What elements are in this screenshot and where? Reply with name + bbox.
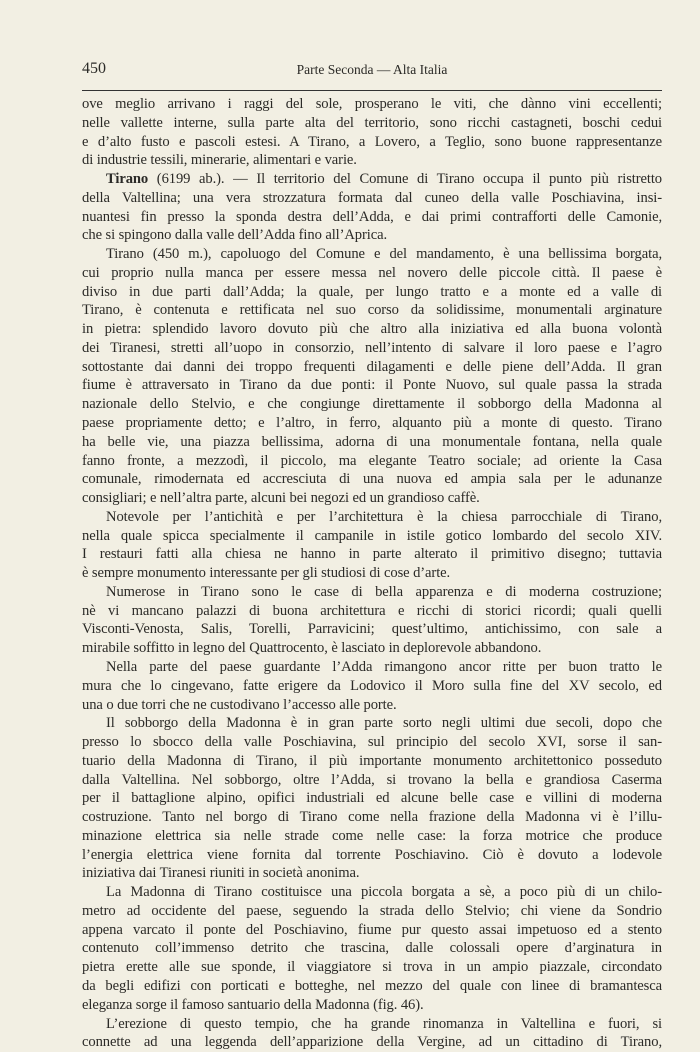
text-line: e d’alto fusto e pascoli estesi. A Tirano, a Lovero, a Teglio, sono buone rappresentanze [82, 133, 662, 150]
text-line: La Madonna di Tirano costituisce una piccola borgata a sè, a poco più di un chilo- [106, 884, 662, 901]
text-line: iniziativa dai Tiranesi riuniti in società anonima. [82, 865, 360, 882]
paragraph [82, 883, 662, 1014]
header-rule [82, 90, 662, 91]
text-line: Nella parte del paese guardante l’Adda rimangono ancor ritte per buon tratto le [106, 658, 662, 675]
text-line [82, 170, 662, 189]
paragraph [82, 1015, 662, 1052]
text-line: dalla Valtellina. Nel sobborgo, oltre l’Adda, si trovano la bella e grandiosa Caserma [82, 771, 662, 788]
page-number: 450 [82, 60, 106, 77]
text-line: consigliari; e nell’altra parte, alcuni bei negozi ed un grandioso caffè. [82, 490, 480, 507]
text-line: una o due torri che ne custodivano l’accesso alle porte. [82, 696, 397, 713]
text-line: metro ad occidente del paese, seguendo la strada dello Stelvio; chi viene da Sondrio [82, 902, 662, 919]
text-line: Notevole per l’antichità e per l’architettura è la chiesa parrocchiale di Tirano, [106, 508, 662, 525]
text-line: presso lo sbocco della valle Poschiavina, sul principio del secolo XVI, sorse il san- [82, 734, 662, 751]
text-line: l’energia elettrica viene fornita dal torrente Poschiavino. Ciò è dovuto a lodevole [82, 846, 662, 863]
text-line: per il battaglione alpino, opifici industriali ed alcune belle case e villini di moderna [82, 790, 662, 807]
text-line: comunale, rimodernata ed accresciuta di una nuova ed ampia sala per le adunanze [82, 471, 662, 488]
paragraph [82, 508, 662, 583]
text-line: Numerose in Tirano sono le case di bella apparenza e di moderna costruzione; [106, 583, 662, 600]
text-line: paese propriamente detto; e l’altro, in ferro, alquanto più a monte di questo. Tirano [82, 415, 662, 432]
text-line: costruzione. Tanto nel borgo di Tirano come nella frazione della Madonna vi è l’illu- [82, 809, 662, 826]
text-line: nè vi mancano palazzi di buona architettura e ricchi di storici ricordi; quali quelli [82, 602, 662, 619]
text-line: contenuto coll’immenso detrito che trascina, dalle colossali opere d’arginatura in [82, 940, 662, 957]
text-line: connette ad una leggenda dell’apparizione della Vergine, ad un cittadino di Tirano, [82, 1034, 662, 1051]
text-line: nazionale dello Stelvio, e che congiunge direttamente il sobborgo della Madonna al [82, 396, 662, 413]
page-header [82, 60, 662, 82]
page-body [82, 95, 662, 1052]
text-line: Tirano (450 m.), capoluogo del Comune e del mandamento, è una bellissima borgata, [106, 246, 662, 263]
text-line: mura che lo cingevano, fatte erigere da Lodovico il Moro sulla fine del XV secolo, ed [82, 677, 662, 694]
text-line: nuantesi fin presso la sponda destra dell’Adda, e dai primi contrafforti delle Camonie, [82, 208, 662, 225]
text-line: di industrie tessili, minerarie, alimentari e varie. [82, 152, 357, 169]
text-line: nella quale spicca specialmente il campanile in istile gotico lombardo del secolo XIV. [82, 527, 662, 544]
text-line: cui proprio nulla manca per essere messa nel novero delle piccole città. Il paese è [82, 264, 662, 281]
text-line: Visconti-Venosta, Salis, Torelli, Parravicini; quest’ultimo, antichissimo, con sale a [82, 621, 662, 638]
text-line: L’erezione di questo tempio, che ha grande rinomanza in Valtellina e fuori, si [106, 1015, 662, 1032]
text-line: fiume è attraversato in Tirano da due ponti: il Ponte Nuovo, sul quale passa la strada [82, 377, 662, 394]
text-line: diviso in due parti dall’Adda; la quale, per lungo tratto e a monte ed a valle di [82, 283, 662, 300]
text-line: pietra erette alle sue sponde, il viaggiatore si trova in un ampio piazzale, circondato [82, 959, 662, 976]
text-line: in pietra: splendido lavoro dovuto più che altro alla iniziativa ed alla buona volontà [82, 321, 662, 338]
paragraph [82, 170, 662, 245]
text-line: fanno fronte, a mezzodì, il piccolo, ma elegante Teatro sociale; ad oriente la Casa [82, 452, 662, 469]
section-lead: Tirano [106, 171, 149, 188]
text-line: eleganza sorge il famoso santuario della Madonna (fig. 46). [82, 996, 424, 1013]
running-title: Parte Seconda — Alta Italia [296, 62, 448, 77]
text-line: I restauri fatti alla chiesa ne hanno in parte alterato il primitivo disegno; tuttavia [82, 546, 662, 563]
text-line: che si spingono dalla valle dell’Adda fino all’Aprica. [82, 227, 388, 244]
paragraph [82, 95, 662, 170]
paragraph [82, 714, 662, 883]
text-line: appena varcato il ponte del Poschiavino, fiume pur questo assai impetuoso ed a stento [82, 921, 662, 938]
paragraph [82, 245, 662, 508]
text-line: Il sobborgo della Madonna è in gran parte sorto negli ultimi due secoli, dopo che [106, 715, 662, 732]
text-line: nelle vallette interne, sulla parte alta del territorio, sono ricchi castagneti, boschi cedui [82, 114, 662, 131]
text-line: sottostante dai danni dei troppo frequenti dilagamenti e delle piene dell’Adda. Il gran [82, 358, 662, 375]
text-line: è sempre monumento interessante per gli studiosi di cose d’arte. [82, 565, 451, 582]
text-line: Tirano, è contenuta e rettificata nel suo corso da solidissime, monumentali arginature [82, 302, 662, 319]
paragraph [82, 658, 662, 714]
text-line: della Valtellina; una vera strozzatura formata dal cuneo della valle Poschiavina, insi- [82, 189, 662, 206]
text-line: minazione elettrica sia nelle strade come nelle case: la forza motrice che produce [82, 827, 662, 844]
paragraph [82, 583, 662, 658]
text-line: ha belle vie, una piazza bellissima, adorna di una monumentale fontana, nella quale [82, 433, 662, 450]
line-text: (6199 ab.). — Il territorio del Comune di Tirano occupa il punto più ristretto [148, 171, 662, 188]
text-line: tuario della Madonna di Tirano, il più importante monumento architettonico posseduto [82, 752, 662, 769]
text-line: ove meglio arrivano i raggi del sole, prosperano le viti, che dànno vini eccellenti; [82, 96, 662, 112]
text-line: mirabile soffitto in legno del Quattrocento, è lasciato in deplorevole abbandono. [82, 640, 542, 657]
text-line: da begli edifizi con porticati e botteghe, nel mezzo del quale con linee di bramantesca [82, 977, 662, 994]
text-line: dei Tiranesi, stretti all’uopo in consorzio, nell’intento di salvare il loro paese e l’agro [82, 339, 662, 356]
